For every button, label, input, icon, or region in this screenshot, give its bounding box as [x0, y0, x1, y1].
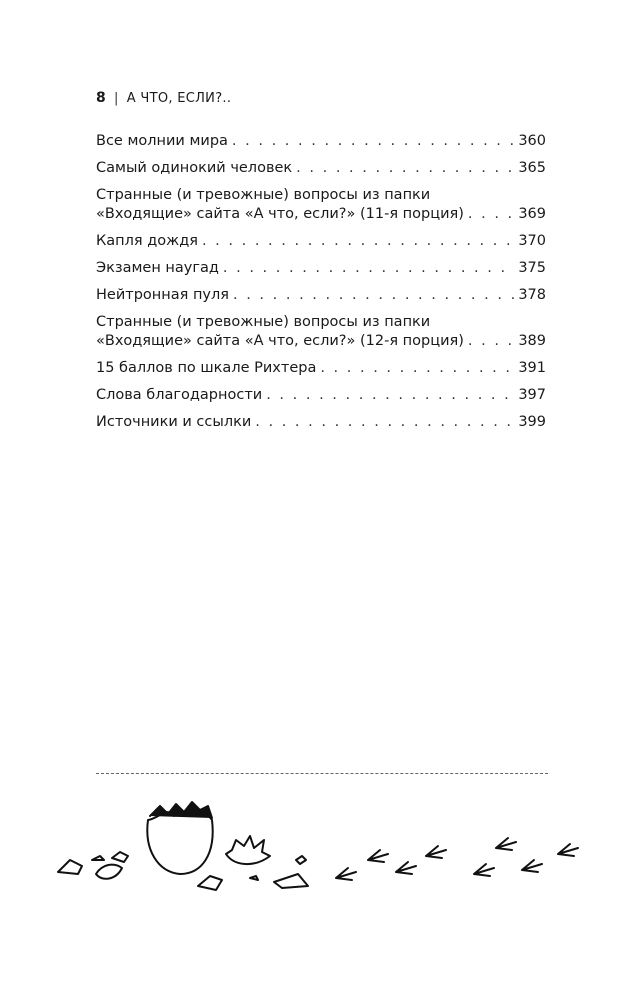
toc-page-number: 397	[518, 387, 546, 403]
toc-entry	[96, 313, 546, 351]
toc-entry-title: 15 баллов по шкале Рихтера	[96, 360, 317, 376]
bird-footprint	[558, 844, 578, 856]
bird-footprint	[426, 846, 446, 858]
bird-footprint	[336, 868, 356, 880]
toc-entry	[96, 286, 546, 305]
dot-leader	[468, 332, 514, 351]
toc-entry	[96, 359, 546, 378]
toc-page-number: 375	[518, 260, 546, 276]
toc-page-number: 369	[518, 206, 546, 222]
toc-line	[96, 313, 546, 332]
toc-entry-title: «Входящие» сайта «А что, если?» (12-я порция)	[96, 333, 464, 349]
shell-fragment	[198, 876, 222, 890]
toc-page-number: 399	[518, 414, 546, 430]
book-title: А ЧТО, ЕСЛИ?..	[126, 91, 232, 106]
toc-entry	[96, 232, 546, 251]
bird-footprint	[396, 862, 416, 874]
page-number: 8	[96, 90, 107, 106]
toc-entry-title: Самый одинокий человек	[96, 160, 293, 176]
shell-fragment	[92, 856, 104, 860]
toc-line	[96, 259, 546, 278]
toc-entry-title: Все молнии мира	[96, 133, 228, 149]
toc-line	[96, 359, 546, 378]
shell-fragment	[112, 852, 128, 862]
toc-line	[96, 386, 546, 405]
shell-fragment	[250, 876, 258, 880]
shell-fragment	[58, 860, 82, 874]
eggshell-footprints-illustration	[50, 790, 590, 900]
toc-entry-title: Экзамен наугад	[96, 260, 219, 276]
toc-entry	[96, 413, 546, 432]
toc-page-number: 365	[518, 160, 546, 176]
table-of-contents	[96, 132, 546, 440]
shell-fragment	[96, 865, 122, 879]
header-separator: |	[114, 91, 119, 106]
dot-leader	[202, 232, 514, 251]
dot-leader	[296, 159, 514, 178]
toc-entry-title: «Входящие» сайта «А что, если?» (11-я порция)	[96, 206, 464, 222]
bird-footprint	[496, 838, 516, 850]
toc-entry-title: Капля дождя	[96, 233, 198, 249]
toc-line	[96, 286, 546, 305]
shell-fragment	[274, 874, 308, 888]
dot-leader	[232, 132, 514, 151]
toc-line	[96, 232, 546, 251]
toc-entry-title: Нейтронная пуля	[96, 287, 229, 303]
toc-page-number: 360	[518, 133, 546, 149]
toc-page-number: 378	[518, 287, 546, 303]
bird-footprint	[368, 850, 388, 862]
dashed-divider	[96, 773, 548, 774]
toc-entry-title: Слова благодарности	[96, 387, 263, 403]
toc-line	[96, 159, 546, 178]
egg-top-jagged	[150, 802, 212, 818]
bird-footprint	[474, 864, 494, 876]
running-head	[96, 90, 231, 106]
toc-page-number: 389	[518, 333, 546, 349]
dot-leader	[233, 286, 514, 305]
bird-footprint	[522, 860, 542, 872]
shell-fragment	[296, 856, 306, 864]
broken-egg-shape	[147, 812, 212, 874]
toc-entry-title: Источники и ссылки	[96, 414, 252, 430]
dot-leader	[320, 359, 514, 378]
toc-page-number: 370	[518, 233, 546, 249]
toc-entry-title: Странные (и тревожные) вопросы из папки	[96, 314, 431, 330]
toc-line	[96, 205, 546, 224]
toc-entry	[96, 386, 546, 405]
shell-fragment	[226, 836, 270, 864]
dot-leader	[255, 413, 514, 432]
toc-line	[96, 413, 546, 432]
dot-leader	[266, 386, 514, 405]
toc-entry	[96, 186, 546, 224]
toc-entry-title: Странные (и тревожные) вопросы из папки	[96, 187, 431, 203]
toc-entry	[96, 132, 546, 151]
toc-line	[96, 332, 546, 351]
toc-entry	[96, 259, 546, 278]
toc-page-number: 391	[518, 360, 546, 376]
toc-line	[96, 186, 546, 205]
dot-leader	[468, 205, 514, 224]
toc-entry	[96, 159, 546, 178]
dot-leader	[223, 259, 514, 278]
toc-line	[96, 132, 546, 151]
